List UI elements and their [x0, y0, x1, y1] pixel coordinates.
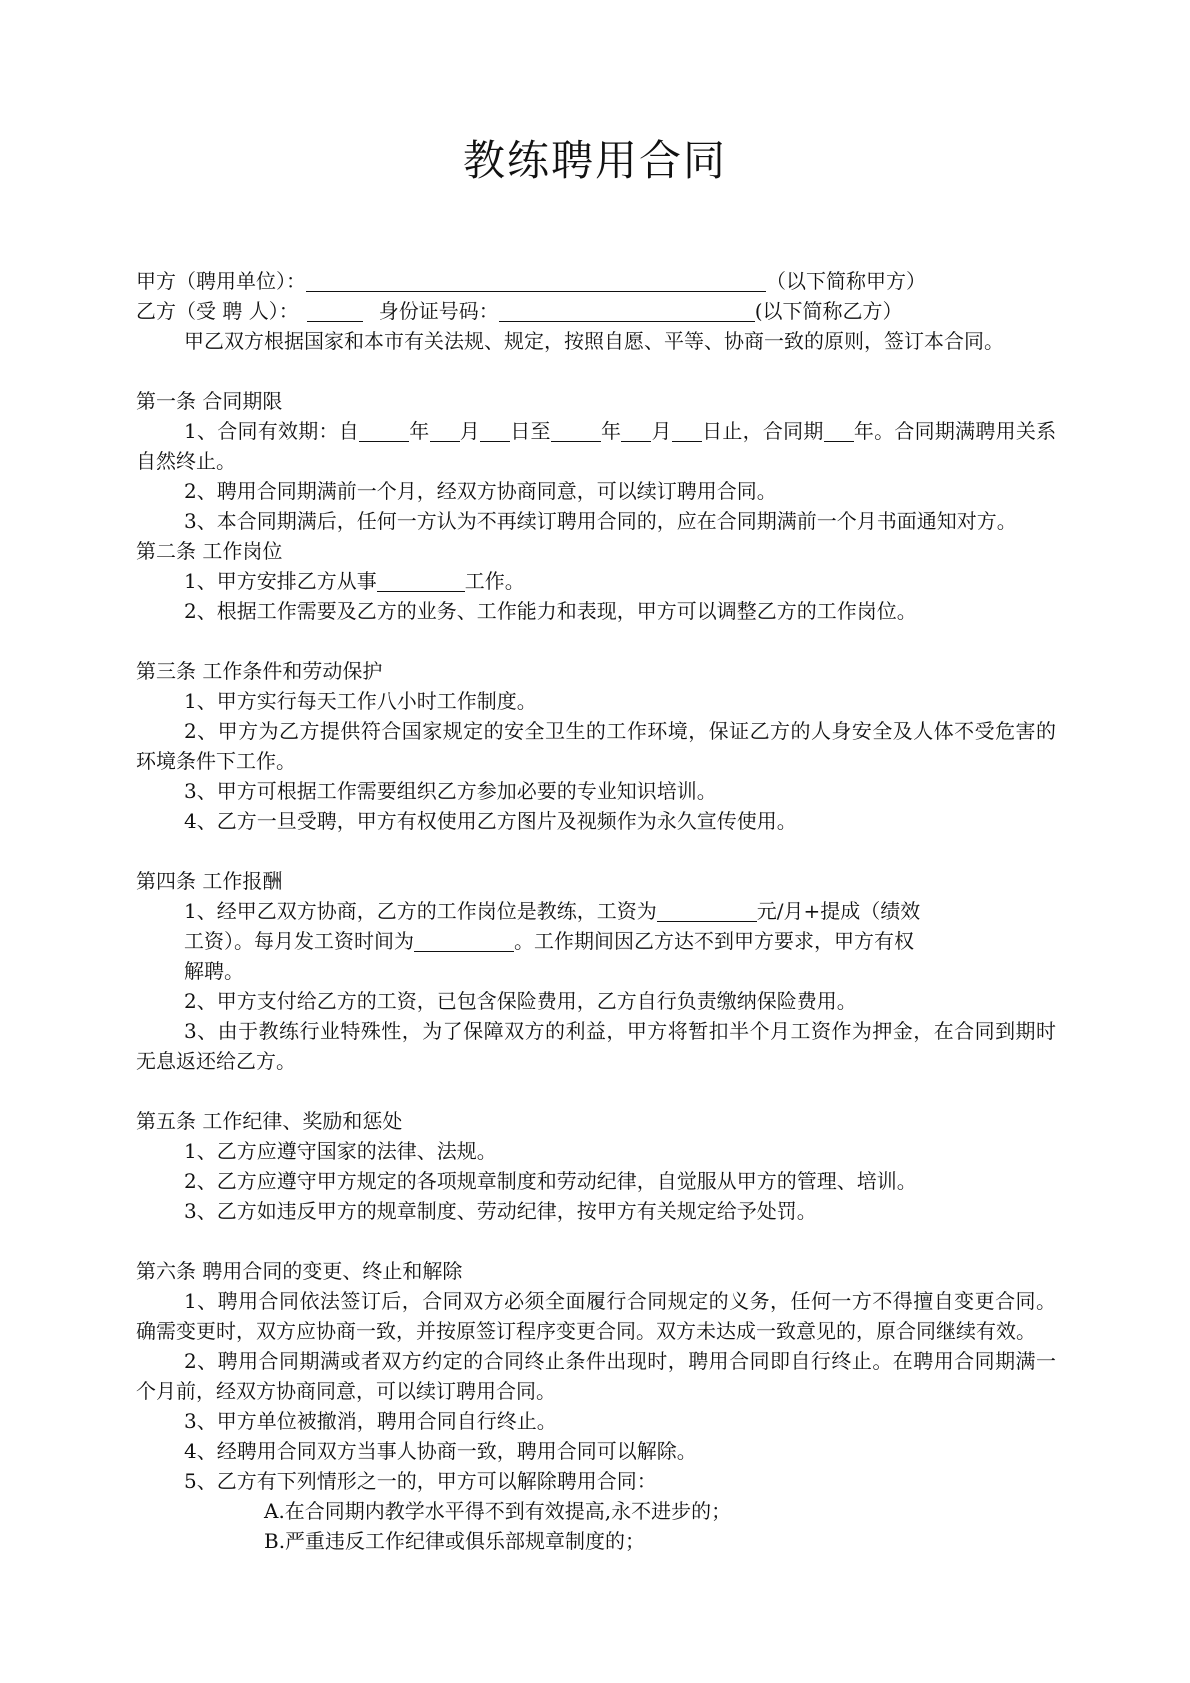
article-2-heading: 第二条 工作岗位: [136, 539, 283, 563]
text: 月: [651, 419, 672, 443]
party-b-suffix: (以下简称乙方）: [754, 299, 903, 323]
start-month-blank[interactable]: [430, 419, 460, 442]
article-4-item-2: 2、甲方支付给乙方的工资，已包含保险费用，乙方自行负责缴纳保险费用。: [184, 989, 857, 1013]
article-5-item-1: 1、乙方应遵守国家的法律、法规。: [184, 1139, 497, 1163]
party-b-line: [136, 296, 1056, 326]
article-6-heading: 第六条 聘用合同的变更、终止和解除: [136, 1259, 463, 1283]
article-6-item-2: 2、聘用合同期满或者双方约定的合同终止条件出现时，聘用合同即自行终止。在聘用合同期满一个月前，经双方协商同意，可以续订聘用合同。: [136, 1349, 1056, 1403]
text: 工作。: [464, 569, 525, 593]
salary-blank[interactable]: [657, 899, 757, 922]
article-3-item-2: 2、甲方为乙方提供符合国家规定的安全卫生的工作环境，保证乙方的人身安全及人体不受危害的环境条件下工作。: [136, 719, 1056, 773]
article-6-item-3: 3、甲方单位被撤消，聘用合同自行终止。: [184, 1409, 557, 1433]
article-1-item-2: 2、聘用合同期满前一个月，经双方协商同意，可以续订聘用合同。: [184, 479, 777, 503]
text: 工资）。每月发工资时间为: [184, 929, 414, 953]
article-1-heading: 第一条 合同期限: [136, 389, 283, 413]
term-years-blank[interactable]: [824, 419, 854, 442]
party-a-suffix: （以下简称甲方）: [766, 269, 926, 293]
text: 年: [600, 419, 622, 443]
text: 年。合同期满聘用关系自然终止。: [136, 419, 1057, 473]
text: 1、合同有效期：自: [184, 419, 359, 443]
article-5-heading: 第五条 工作纪律、奖励和惩处: [136, 1109, 403, 1133]
article-5-item-2: 2、乙方应遵守甲方规定的各项规章制度和劳动纪律，自觉服从甲方的管理、培训。: [184, 1169, 917, 1193]
end-month-blank[interactable]: [621, 419, 651, 442]
end-year-blank[interactable]: [551, 419, 601, 442]
article-6-sub-a: A.在合同期内教学水平得不到有效提高,永不进步的；: [264, 1499, 732, 1523]
party-b-id-blank[interactable]: [499, 299, 755, 322]
party-b-id-label: 身份证号码：: [378, 299, 499, 323]
article-3-heading: 第三条 工作条件和劳动保护: [136, 659, 383, 683]
article-6-item-5: 5、乙方有下列情形之一的，甲方可以解除聘用合同：: [184, 1469, 657, 1493]
text: 年: [408, 419, 430, 443]
intro-paragraph: 甲乙双方根据国家和本市有关法规、规定，按照自愿、平等、协商一致的原则，签订本合同。: [184, 329, 1004, 353]
article-2-item-2: 2、根据工作需要及乙方的业务、工作能力和表现，甲方可以调整乙方的工作岗位。: [184, 599, 917, 623]
text: 1、经甲乙双方协商，乙方的工作岗位是教练，工资为: [184, 899, 657, 923]
party-a-line: [136, 266, 1056, 296]
text: 1、甲方安排乙方从事: [184, 569, 377, 593]
article-6-item-4: 4、经聘用合同双方当事人协商一致，聘用合同可以解除。: [184, 1439, 697, 1463]
party-b-name-blank[interactable]: [307, 299, 363, 322]
article-3-item-1: 1、甲方实行每天工作八小时工作制度。: [184, 689, 537, 713]
article-1-item-3: 3、本合同期满后，任何一方认为不再续订聘用合同的，应在合同期满前一个月书面通知对方。: [184, 509, 1017, 533]
payday-blank[interactable]: [414, 929, 514, 952]
party-a-blank[interactable]: [306, 269, 766, 292]
article-4-item-1-line-1: [136, 896, 1056, 926]
page-title: 教练聘用合同: [462, 136, 727, 185]
start-day-blank[interactable]: [480, 419, 510, 442]
article-6-sub-b: B.严重违反工作纪律或俱乐部规章制度的；: [264, 1529, 646, 1553]
article-3-item-4: 4、乙方一旦受聘，甲方有权使用乙方图片及视频作为永久宣传使用。: [184, 809, 797, 833]
text: 日至: [510, 419, 551, 443]
article-2-item-1: [136, 566, 1056, 596]
party-a-label: 甲方（聘用单位）：: [136, 269, 306, 293]
article-4-item-3: 3、由于教练行业特殊性，为了保障双方的利益，甲方将暂扣半个月工资作为押金，在合同到期时无息返还给乙方。: [136, 1019, 1056, 1073]
text: 月: [459, 419, 481, 443]
article-6-item-1: 1、聘用合同依法签订后，合同双方必须全面履行合同规定的义务，任何一方不得擅自变更合同。确需变更时，双方应协商一致，并按原签订程序变更合同。双方未达成一致意见的，原合同继续有效。: [136, 1289, 1056, 1343]
article-4-item-1-line-3: 解聘。: [184, 959, 244, 983]
article-1-item-1: [136, 416, 1056, 476]
end-day-blank[interactable]: [672, 419, 702, 442]
text: 元/月+提成（绩效: [756, 899, 921, 923]
article-3-item-3: 3、甲方可根据工作需要组织乙方参加必要的专业知识培训。: [184, 779, 717, 803]
party-b-label: 乙方（受 聘 人）：: [136, 299, 299, 323]
contract-body: [136, 266, 1056, 1556]
start-year-blank[interactable]: [359, 419, 409, 442]
job-blank[interactable]: [377, 569, 465, 592]
article-4-heading: 第四条 工作报酬: [136, 869, 283, 893]
text: 。工作期间因乙方达不到甲方要求，甲方有权: [514, 929, 914, 953]
article-5-item-3: 3、乙方如违反甲方的规章制度、劳动纪律，按甲方有关规定给予处罚。: [184, 1199, 817, 1223]
article-4-item-1-line-2: [136, 926, 1056, 956]
text: 日止，合同期: [701, 419, 824, 443]
